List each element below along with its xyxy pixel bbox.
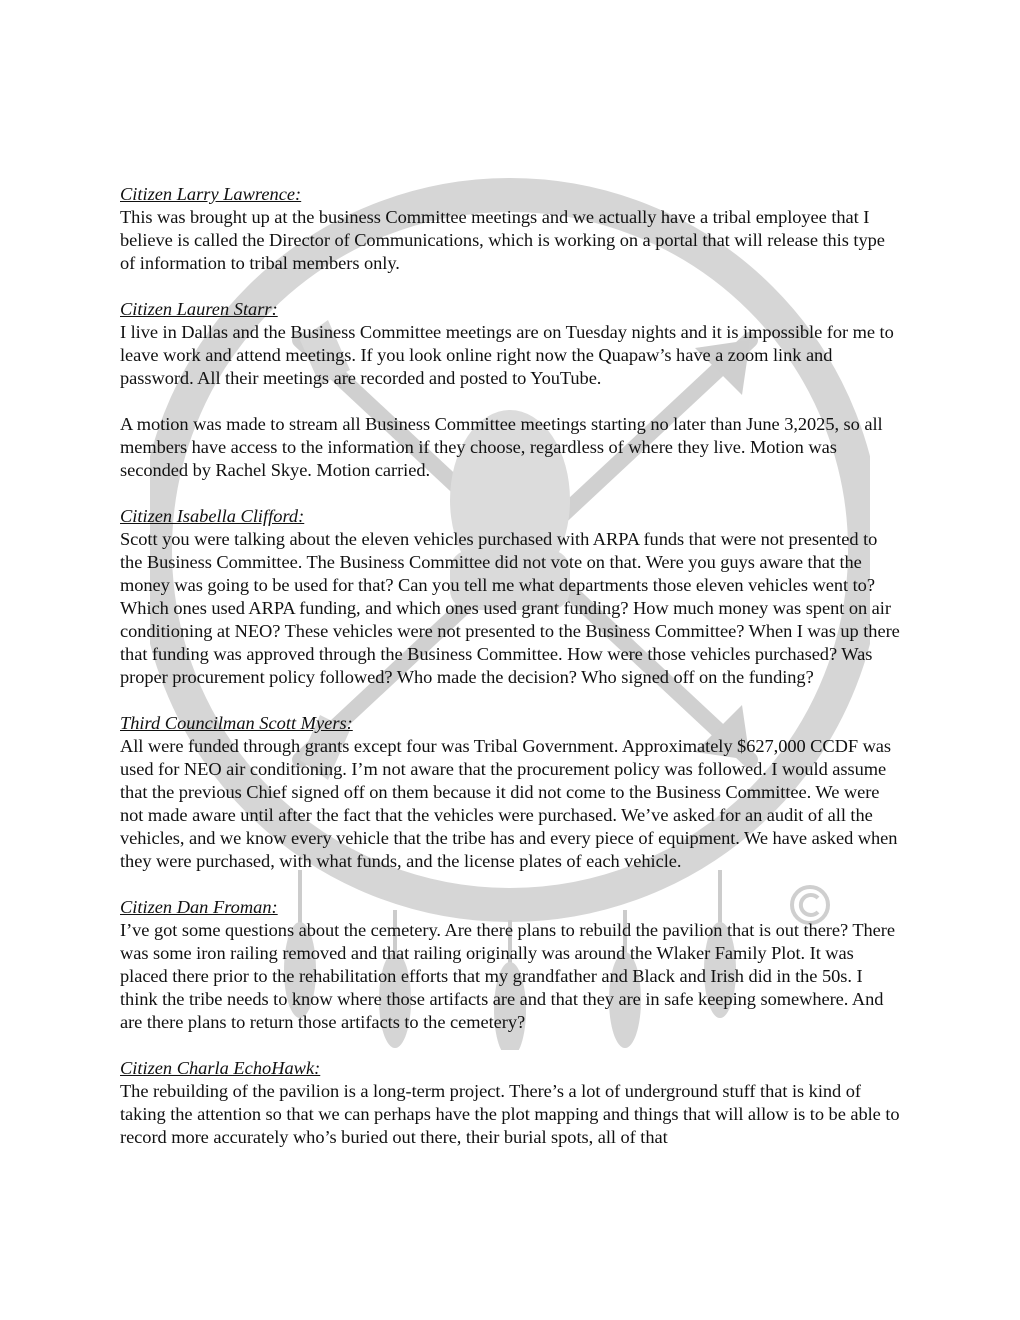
- section-charla-echohawk: [120, 1057, 902, 1149]
- speaker-name: Third Councilman Scott Myers:: [120, 713, 353, 733]
- speaker-name: Citizen Dan Froman:: [120, 897, 278, 917]
- speaker-name: Citizen Larry Lawrence:: [120, 184, 302, 204]
- section-isabella-clifford: [120, 505, 902, 689]
- speaker-statement: All were funded through grants except four was Tribal Government. Approximately $627,000 CCDF was used for NEO air conditioning. I’m not aware that the procurement policy was followed. I would assume that the previous Chief signed off on them because it did not come to the Business Committee. We were not made aware until after the fact that the vehicles were purchased. We’ve asked for an audit of all the vehicles, and we know every vehicle that the tribe has and every piece of equipment. We have asked when they were purchased, with what funds, and the license plates of each vehicle.: [120, 736, 898, 871]
- speaker-statement: This was brought up at the business Committee meetings and we actually have a tribal employee that I believe is called the Director of Communications, which is working on a portal that will release this type of information to tribal members only.: [120, 207, 885, 273]
- meeting-minutes-body: [120, 183, 902, 1149]
- speaker-statement: I live in Dallas and the Business Committee meetings are on Tuesday nights and it is impossible for me to leave work and attend meetings. If you look online right now the Quapaw’s have a zoom link and password. All their meetings are recorded and posted to YouTube.: [120, 322, 894, 388]
- speaker-name: Citizen Isabella Clifford:: [120, 506, 305, 526]
- section-lauren-starr: [120, 298, 902, 482]
- section-dan-froman: [120, 896, 902, 1034]
- speaker-name: Citizen Charla EchoHawk:: [120, 1058, 321, 1078]
- speaker-statement: The rebuilding of the pavilion is a long-term project. There’s a lot of underground stuff that is kind of taking the attention so that we can perhaps have the plot mapping and things that will allow is to be able to record more accurately who’s buried out there, their burial spots, all of that: [120, 1081, 900, 1147]
- speaker-statement: Scott you were talking about the eleven vehicles purchased with ARPA funds that were not presented to the Business Committee. The Business Committee did not vote on that. Were you guys aware that the money was going to be used for that? Can you tell me what departments those eleven vehicles went to? Which ones used ARPA funding, and which ones used grant funding? How much money was spent on air conditioning at NEO? These vehicles were not presented to the Business Committee? When I was up there that funding was approved through the Business Committee. How were those vehicles purchased? Was proper procurement policy followed? Who made the decision? Who signed off on the funding?: [120, 529, 900, 687]
- section-scott-myers: [120, 712, 902, 873]
- section-larry-lawrence: [120, 183, 902, 275]
- speaker-statement: I’ve got some questions about the cemetery. Are there plans to rebuild the pavilion that is out there? There was some iron railing removed and that railing originally was around the Wlaker Family Plot. It was placed there prior to the rehabilitation efforts that my grandfather and Black and Irish did in the 50s. I think the tribe needs to know where those artifacts are and that they are in safe keeping somewhere. And are there plans to return those artifacts to the cemetery?: [120, 920, 895, 1032]
- speaker-name: Citizen Lauren Starr:: [120, 299, 278, 319]
- motion-statement: A motion was made to stream all Business Committee meetings starting no later than June 3,2025, so all members have access to the information if they choose, regardless of where they live. Motion was seconded by Rachel Skye. Motion carried.: [120, 414, 883, 480]
